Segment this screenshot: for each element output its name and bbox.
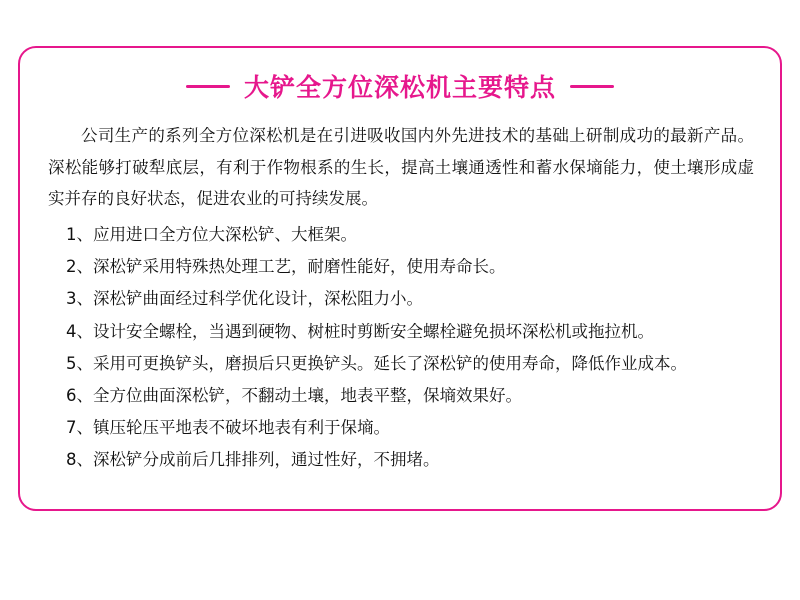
body-content (48, 120, 754, 476)
intro-paragraph: 公司生产的系列全方位深松机是在引进吸收国内外先进技术的基础上研制成功的最新产品。深松能够打破犁底层，有利于作物根系的生长，提高土壤通透性和蓄水保墒能力，使土壤形成虚实并存的良好状态，促进农业的可持续发展。 (48, 126, 754, 209)
list-item: 8、深松铲分成前后几排排列，通过性好，不拥堵。 (66, 450, 440, 470)
content-card (18, 46, 782, 511)
list-item: 5、采用可更换铲头，磨损后只更换铲头。延长了深松铲的使用寿命，降低作业成本。 (66, 353, 687, 373)
list-item: 4、设计安全螺栓，当遇到硬物、树桩时剪断安全螺栓避免损坏深松机或拖拉机。 (66, 321, 654, 341)
list-item: 7、镇压轮压平地表不破坏地表有利于保墒。 (66, 418, 390, 438)
list-item: 1、应用进口全方位大深松铲、大框架。 (66, 225, 357, 245)
title-rule-left (186, 85, 230, 88)
title-row (20, 68, 780, 104)
list-item: 6、全方位曲面深松铲，不翻动土壤，地表平整，保墒效果好。 (66, 385, 522, 405)
list-item: 2、深松铲采用特殊热处理工艺，耐磨性能好，使用寿命长。 (66, 257, 506, 277)
title-rule-right (570, 85, 614, 88)
page-title: 大铲全方位深松机主要特点 (243, 73, 556, 102)
feature-list (48, 219, 754, 476)
list-item: 3、深松铲曲面经过科学优化设计，深松阻力小。 (66, 289, 423, 309)
